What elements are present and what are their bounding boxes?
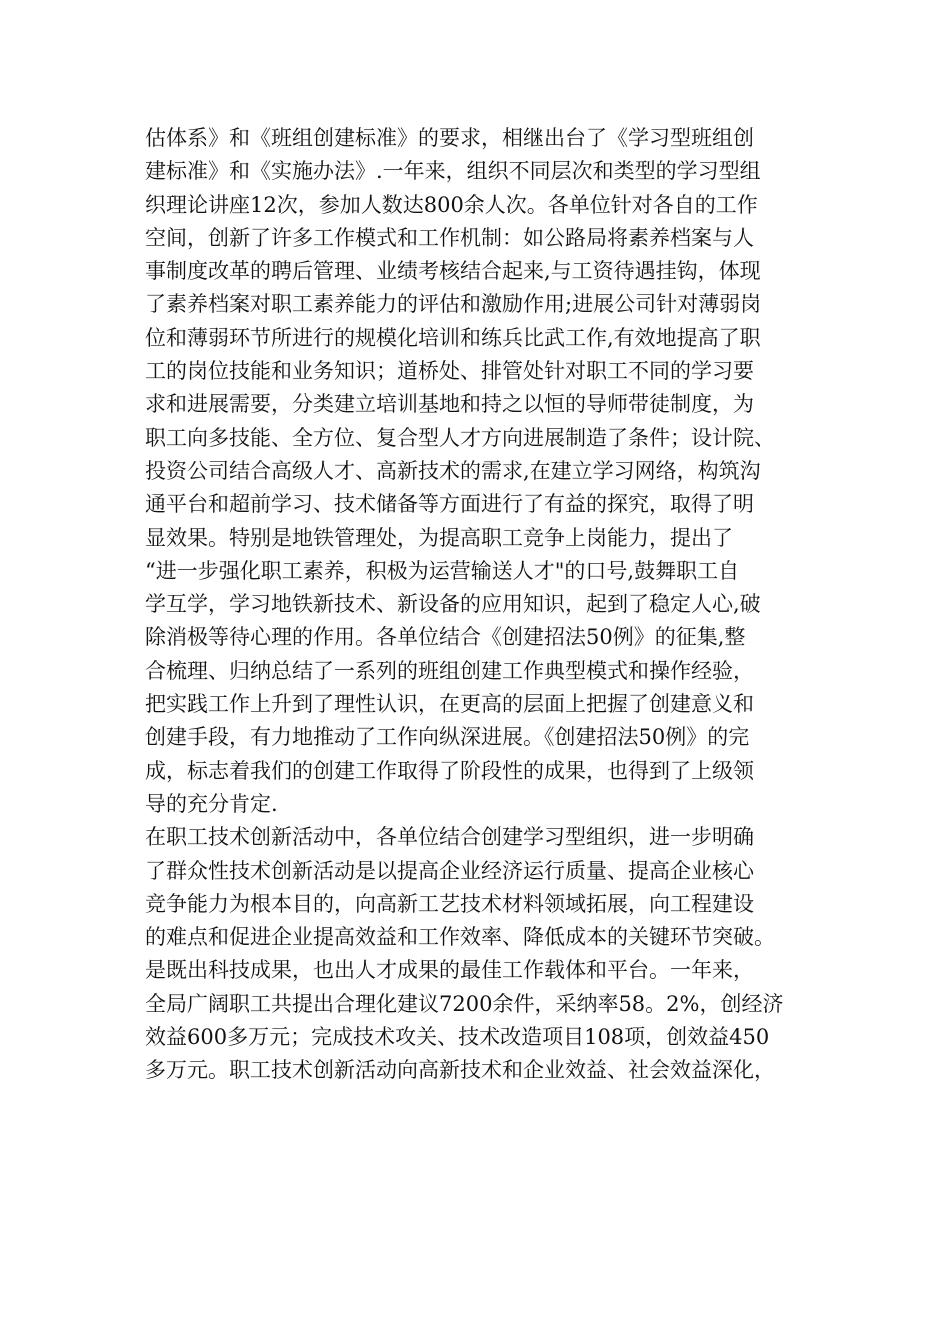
text-line: 了素养档案对职工素养能力的评估和激励作用;进展公司针对薄弱岗 bbox=[145, 292, 762, 317]
text-line: 织理论讲座12次，参加人数达800余人次。各单位针对各自的工作 bbox=[145, 192, 758, 217]
text-line: 在职工技术创新活动中，各单位结合创建学习型组织，进一步明确 bbox=[145, 825, 754, 850]
text-line: 估体系》和《班组创建标准》的要求，相继出台了《学习型班组创 bbox=[145, 126, 754, 150]
text-line: 求和进展需要，分类建立培训基地和持之以恒的导师带徒制度，为 bbox=[145, 392, 754, 417]
text-line: 职工向多技能、全方位、复合型人才方向进展制造了条件；设计院、 bbox=[145, 425, 775, 450]
text-line: 除消极等待心理的作用。各单位结合《创建招法50例》的征集,整 bbox=[145, 625, 746, 650]
text-line: 位和薄弱环节所进行的规模化培训和练兵比武工作,有效地提高了职 bbox=[145, 325, 761, 350]
text-line: 投资公司结合高级人才、高新技术的需求,在建立学习网络，构筑沟 bbox=[145, 458, 761, 483]
text-line: 创建手段，有力地推动了工作向纵深进展。《创建招法50例》的完 bbox=[145, 725, 750, 750]
text-line: 效益600多万元；完成技术攻关、技术改造项目108项，创效益450 bbox=[145, 1025, 770, 1050]
text-line: 是既出科技成果，也出人才成果的最佳工作载体和平台。一年来， bbox=[145, 958, 754, 983]
text-line: 通平台和超前学习、技术储备等方面进行了有益的探究，取得了明 bbox=[145, 492, 754, 517]
text-line: 多万元。职工技术创新活动向高新技术和企业效益、社会效益深化， bbox=[145, 1058, 775, 1083]
body-text bbox=[145, 122, 825, 1088]
text-line: 导的充分肯定. bbox=[145, 791, 278, 816]
text-line: 学互学，学习地铁新技术、新设备的应用知识，起到了稳定人心,破 bbox=[145, 592, 761, 617]
text-line: 全局广阔职工共提出合理化建议7200余件，采纳率58。2%，创经济 bbox=[145, 991, 784, 1016]
text-line: 成，标志着我们的创建工作取得了阶段性的成果，也得到了上级领 bbox=[145, 758, 754, 783]
text-line: 把实践工作上升到了理性认识，在更高的层面上把握了创建意义和 bbox=[145, 692, 754, 717]
text-line: 了群众性技术创新活动是以提高企业经济运行质量、提高企业核心 bbox=[145, 858, 754, 883]
text-line: 工的岗位技能和业务知识；道桥处、排管处针对职工不同的学习要 bbox=[145, 359, 754, 384]
text-line: 合梳理、归纳总结了一系列的班组创建工作典型模式和操作经验， bbox=[145, 658, 754, 683]
text-line: 的难点和促进企业提高效益和工作效率、降低成本的关键环节突破。 bbox=[145, 925, 775, 950]
text-line: “进一步强化职工素养，积极为运营输送人才"的口号,鼓舞职工自 bbox=[145, 558, 740, 583]
text-line: 竞争能力为根本目的，向高新工艺技术材料领域拓展，向工程建设 bbox=[145, 891, 754, 916]
text-line: 事制度改革的聘后管理、业绩考核结合起来,与工资待遇挂钩，体现 bbox=[145, 259, 761, 284]
text-line: 建标准》和《实施办法》.一年来，组织不同层次和类型的学习型组 bbox=[145, 159, 761, 184]
text-line: 显效果。特别是地铁管理处，为提高职工竞争上岗能力，提出了 bbox=[145, 525, 733, 550]
text-line: 空间，创新了许多工作模式和工作机制：如公路局将素养档案与人 bbox=[145, 225, 754, 250]
